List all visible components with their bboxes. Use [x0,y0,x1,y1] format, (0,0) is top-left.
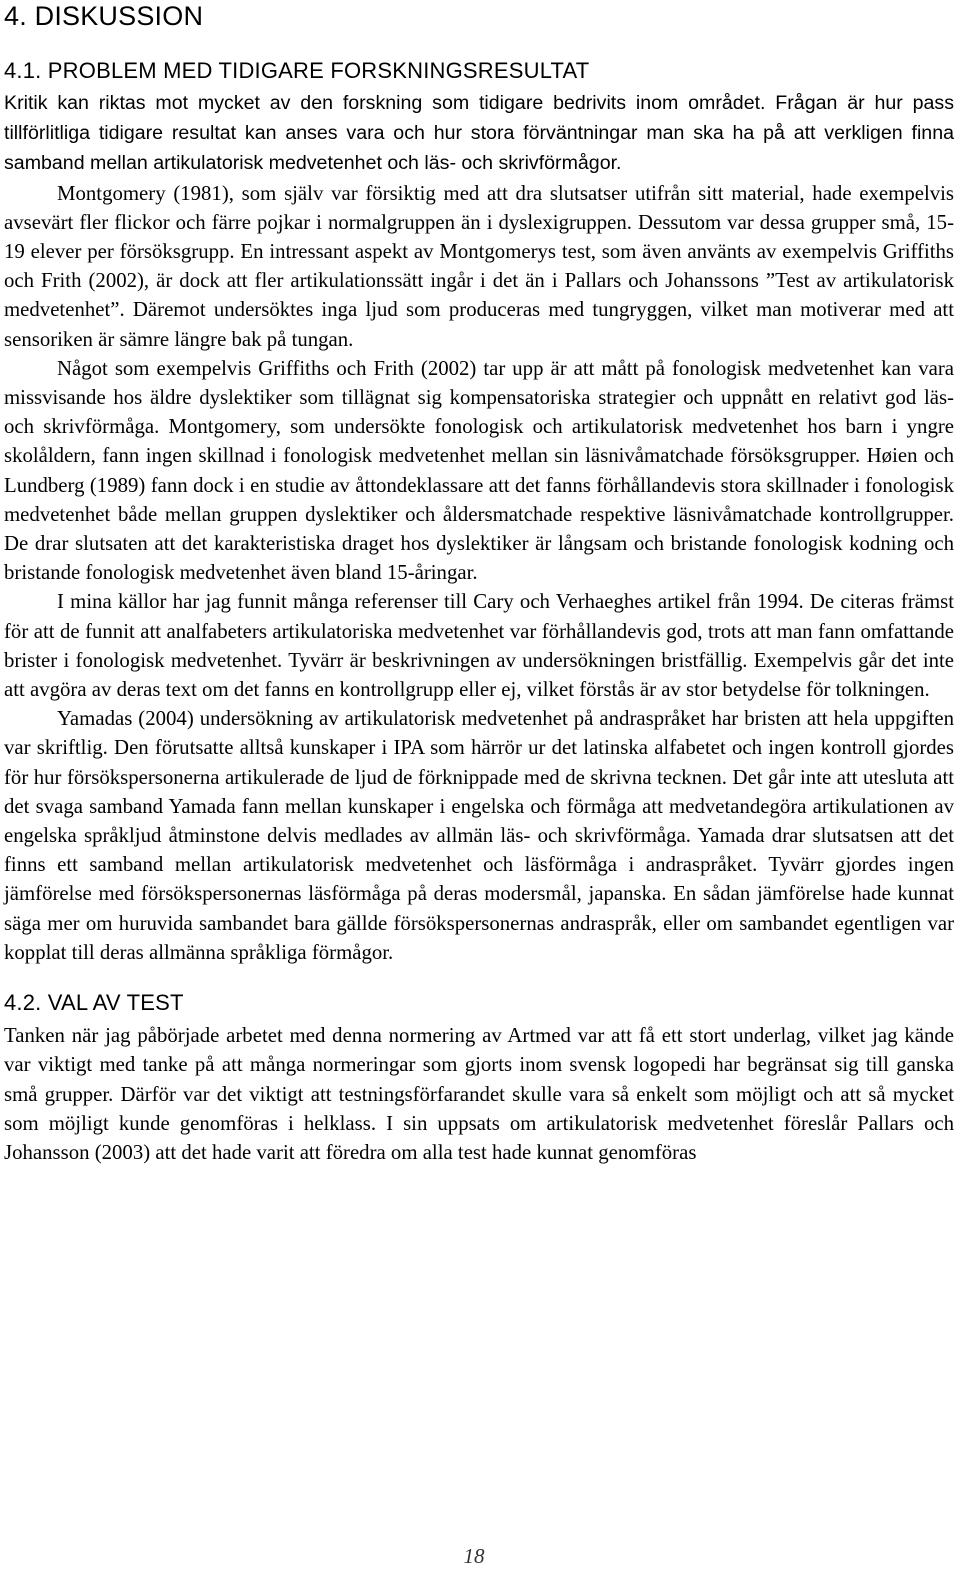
paragraph-montgomery: Montgomery (1981), som själv var försiktig med att dra slutsatser utifrån sitt material, hade exempelvis avsevärt fler flickor och färre pojkar i normalgruppen än i dyslexigruppen. Dessutom var dessa grupper små, 15-19 elever per försöksgrupp. En intressant aspekt av Montgomerys test, som även använts av exempelvis Griffiths och Frith (2002), är dock att fler artikulationssätt ingår i det än i Pallars och Johanssons ”Test av artikulatorisk medvetenhet”. Däremot undersöktes inga ljud som produceras med tungryggen, vilket man motiverar med att sensoriken är sämre längre bak på tungan. [4,181,954,351]
paragraph-intro [4,88,954,179]
section-heading: 4. DISKUSSION [4,1,204,31]
page-number-text: 18 [463,1544,485,1568]
paragraph-intro-text: Kritik kan riktas mot mycket av den forskning som tidigare bedrivits inom området. Frågan är hur pass tillförlitliga tidigare resultat kan anses vara och hur stora förväntningar man ska ha på att verkligen finna samband mellan artikulatorisk medvetenhet och läs- och skrivförmågor. [4,92,954,175]
paragraph-griffiths-frith: Något som exempelvis Griffiths och Frith (2002) tar upp är att mått på fonologisk medvetenhet kan vara missvisande hos äldre dyslektiker som tillägnat sig kompensatoriska strategier och uppnått en relativt god läs- och skrivförmåga. Montgomery, som undersökte fonologisk och artikulatorisk medvetenhet hos barn i yngre skolåldern, fann ingen skillnad i fonologisk medvetenhet mellan sin läsnivåmatchade försöksgrupper. Høien och Lundberg (1989) fann dock i en studie av åttondeklassare att det fanns förhållandevis stora skillnader i fonologisk medvetenhet både mellan gruppen dyslektiker och åldersmatchade respektive läsnivåmatchade kontrollgrupper. De drar slutsaten att det karakteristiska draget hos dyslektiker är långsam och bristande fonologisk kodning och bristande fonologisk medvetenhet även bland 15-åringar. [4,356,954,585]
subsection-heading-val-av-test: 4.2. VAL AV TEST [4,990,184,1016]
paragraph-yamada: Yamadas (2004) undersökning av artikulatorisk medvetenhet på andraspråket har bristen att hela uppgiften var skriftlig. Den förutsatte alltså kunskaper i IPA som härrör ur det latinska alfabetet och ingen kontroll gjordes för hur försökspersonerna artikulerade de ljud de förknippade med de skrivna tecknen. Det går inte att utesluta att det svaga samband Yamada fann mellan kunskaper i engelska och förmåga att medvetandegöra artikulationen av engelska språkljud åtminstone delvis medlades av allmän läs- och skrivförmåga. Yamada drar slutsatsen att det finns ett samband mellan artikulatorisk medvetenhet och läsförmåga i andraspråket. Tyvärr gjordes ingen jämförelse med försökspersonernas läsförmåga på deras modersmål, japanska. En sådan jämförelse hade kunnat säga mer om huruvida sambandet bara gällde försökspersonernas andraspråk, eller om sambandet egentligen var kopplat till deras allmänna språkliga förmågor. [4,707,954,964]
page-number [0,1544,950,1569]
paragraph-cary-verhaeghe: I mina källor har jag funnit många referenser till Cary och Verhaeghes artikel från 1994. De citeras främst för att de funnit att analfabeters artikulatoriska medvetenhet var förhållandevis god, trots att man fann omfattande brister i fonologisk medvetenhet. Tyvärr är beskrivningen av undersökningen bristfällig. Exempelvis går det inte att avgöra av deras text om det fanns en kontrollgrupp eller ej, vilket förstås är av stor betydelse för tolkningen. [4,590,954,702]
subsection-heading-problem: 4.1. PROBLEM MED TIDIGARE FORSKNINGSRESULTAT [4,58,590,83]
paragraph-val-av-test: Tanken när jag påbörjade arbetet med denna normering av Artmed var att få ett stort underlag, vilket jag kände var viktigt med tanke på att många normeringar som gjorts inom svensk logopedi har begränsat sig till ganska små grupper. Därför var det viktigt att testningsförfarandet skulle vara så enkelt som möjligt och att så mycket som möjligt kunde genomföras i helklass. I sin uppsats om artikulatorisk medvetenhet föreslår Pallars och Johansson (2003) att det hade varit att föredra om alla test hade kunnat genomföras [4,1024,954,1164]
document-page [4,0,954,1167]
